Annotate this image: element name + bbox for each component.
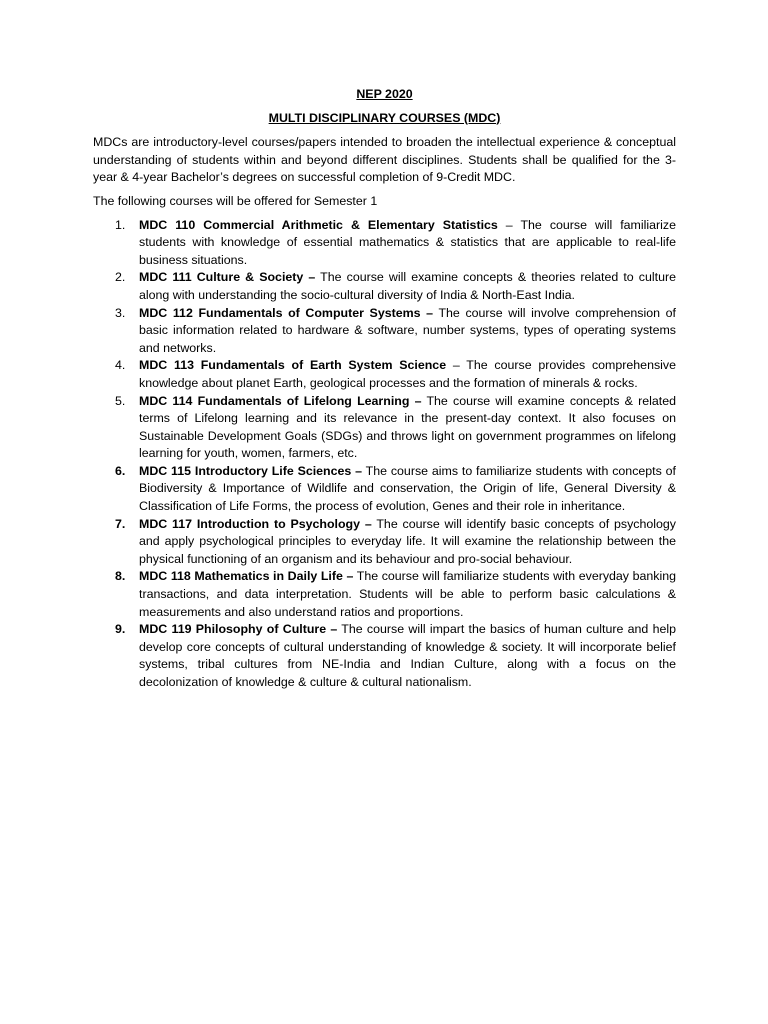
list-number: 9. (115, 622, 126, 637)
list-number: 4. (115, 358, 126, 373)
list-number: 7. (115, 516, 126, 531)
list-number: 5. (115, 393, 126, 408)
course-description: The course will familiarize students with everyday banking transactions, and data interpretation. Students will be able to perform basic calculations & measurements and also understand ratios and proportions. (139, 569, 677, 619)
course-description: The course will examine concepts & related terms of Lifelong learning and its relevance in the present-day context. It also focuses on Sustainable Development Goals (SDGs) and throws light on government programmes on lifelong learning for youth, women, farmers, etc. (139, 393, 676, 461)
intro-paragraph: MDCs are introductory-level courses/papers intended to broaden the intellectual experience & conceptual understanding of students within and beyond different disciplines. Students shall be qualified for the 3-year & 4-year Bachelor’s degrees on successful completion of 9-Credit MDC. (93, 135, 676, 185)
course-description: The course will involve comprehension of basic information related to hardware & software, number systems, types of operating systems and networks. (139, 305, 676, 355)
list-number: 2. (115, 270, 126, 285)
document-heading: NEP 2020 (356, 87, 413, 101)
course-title: MDC 117 Introduction to Psychology – (139, 516, 372, 531)
list-item (93, 393, 676, 463)
course-title: MDC 110 Commercial Arithmetic & Elementary Statistics (139, 217, 498, 232)
course-description: – The course will familiarize students with knowledge of essential mathematics & statistics that are applicable to real-life business situations. (139, 217, 676, 267)
document-page (93, 86, 676, 692)
course-title: MDC 114 Fundamentals of Lifelong Learning – (139, 393, 422, 408)
list-number: 8. (115, 569, 126, 584)
course-title: MDC 115 Introductory Life Sciences – (139, 463, 363, 478)
course-list (93, 217, 676, 692)
course-description: The course will examine concepts & theories related to culture along with understanding the socio-cultural diversity of India & North-East India. (139, 270, 676, 302)
course-description: – The course provides comprehensive knowledge about planet Earth, geological processes and the formation of minerals & rocks. (139, 358, 676, 390)
list-item (93, 516, 676, 569)
course-title: MDC 113 Fundamentals of Earth System Science (139, 358, 447, 373)
list-item (93, 621, 676, 691)
course-title: MDC 119 Philosophy of Culture – (139, 622, 338, 637)
lead-sentence: The following courses will be offered for Semester 1 (93, 193, 378, 208)
list-item (93, 269, 676, 304)
course-title: MDC 112 Fundamentals of Computer Systems – (139, 305, 434, 320)
document-subheading: MULTI DISCIPLINARY COURSES (MDC) (268, 110, 501, 125)
list-item (93, 568, 676, 621)
course-description: The course aims to familiarize students with concepts of Biodiversity & Importance of Wildlife and conservation, the Origin of life, General Diversity & Classification of Life Forms, the process of evolution, Genes and their role in inheritance. (139, 463, 676, 514)
list-item (93, 217, 676, 270)
course-description: The course will identify basic concepts of psychology and apply psychological principles to everyday life. It will examine the relationship between the physical functioning of an organism and its behaviour and pro-social behaviour. (139, 516, 676, 566)
list-number: 1. (115, 217, 126, 232)
list-item (93, 357, 676, 392)
course-title: MDC 118 Mathematics in Daily Life – (139, 569, 354, 584)
list-number: 6. (115, 463, 126, 478)
course-description: The course will impart the basics of human culture and help develop core concepts of cultural understanding of knowledge & society. It will incorporate belief systems, tribal cultures from NE-India and Indian Culture, along with a focus on the decolonization of knowledge & culture & cultural nationalism. (139, 622, 676, 689)
list-number: 3. (115, 305, 126, 320)
list-item (93, 463, 676, 516)
course-title: MDC 111 Culture & Society – (139, 270, 316, 285)
list-item (93, 305, 676, 358)
